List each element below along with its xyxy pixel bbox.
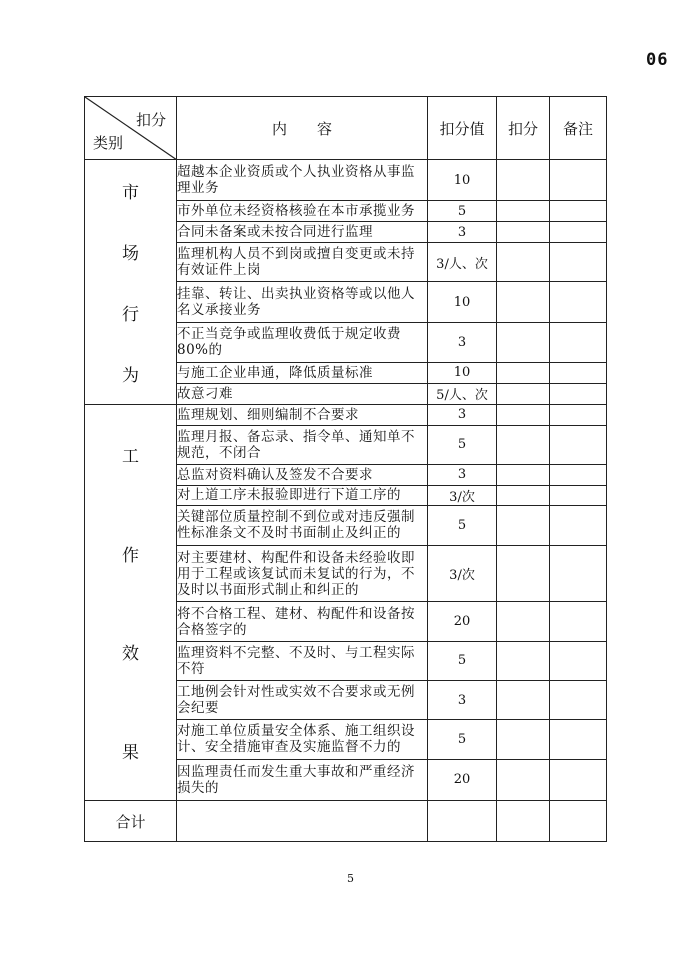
- remark-cell: [550, 222, 607, 243]
- total-remark-cell: [550, 801, 607, 842]
- remark-cell: [550, 681, 607, 720]
- deduct-cell: [497, 759, 550, 800]
- remark-cell: [550, 602, 607, 641]
- item-content: 工地例会针对性或实效不合要求或无例会纪要: [177, 681, 428, 720]
- deduct-cell: [497, 720, 550, 759]
- item-content: 对上道工序未报验即进行下道工序的: [177, 485, 428, 506]
- remark-cell: [550, 720, 607, 759]
- remark-cell: [550, 160, 607, 201]
- category-char: 市: [122, 183, 139, 203]
- category-char: 工: [122, 446, 139, 467]
- deduct-value: 10: [428, 160, 497, 201]
- item-content: 总监对资料确认及签发不合要求: [177, 464, 428, 485]
- deduct-cell: [497, 322, 550, 362]
- deduct-value: 10: [428, 362, 497, 383]
- deduct-cell: [497, 282, 550, 322]
- total-deduct-cell: [497, 801, 550, 842]
- deduct-cell: [497, 641, 550, 680]
- remark-cell: [550, 545, 607, 602]
- deduct-cell: [497, 545, 550, 602]
- remark-cell: [550, 464, 607, 485]
- category-char: 作: [122, 545, 139, 566]
- header-category-corner: 类别: [93, 134, 124, 152]
- header-deduct-corner: 扣分: [135, 111, 166, 129]
- page-number: 5: [347, 872, 354, 885]
- deduct-value: 3: [428, 322, 497, 362]
- deduct-value: 20: [428, 602, 497, 641]
- remark-cell: [550, 201, 607, 222]
- remark-cell: [550, 383, 607, 404]
- total-value-cell: [428, 801, 497, 842]
- deduct-value: 5: [428, 425, 497, 464]
- deduct-value: 3: [428, 405, 497, 426]
- category-char: 行: [122, 305, 139, 325]
- item-content: 对施工单位质量安全体系、施工组织设计、安全措施审查及实施监督不力的: [177, 720, 428, 759]
- remark-cell: [550, 322, 607, 362]
- deduct-cell: [497, 243, 550, 282]
- deduct-cell: [497, 485, 550, 506]
- category-work: [85, 405, 177, 801]
- diagonal-header-cell: [85, 97, 177, 160]
- deduct-cell: [497, 602, 550, 641]
- total-label: 合计: [85, 801, 177, 842]
- remark-cell: [550, 362, 607, 383]
- deduct-cell: [497, 383, 550, 404]
- deduct-cell: [497, 201, 550, 222]
- remark-cell: [550, 759, 607, 800]
- item-content: 超越本企业资质或个人执业资格从事监理业务: [177, 160, 428, 201]
- deduct-cell: [497, 506, 550, 545]
- item-content: 监理资料不完整、不及时、与工程实际不符: [177, 641, 428, 680]
- deduct-value: 5: [428, 641, 497, 680]
- deduct-cell: [497, 222, 550, 243]
- deduction-table: [84, 96, 607, 842]
- category-char: 为: [122, 366, 139, 386]
- deduct-value: 10: [428, 282, 497, 322]
- item-content: 与施工企业串通，降低质量标准: [177, 362, 428, 383]
- item-content: 挂靠、转让、出卖执业资格等或以他人名义承接业务: [177, 282, 428, 322]
- item-content: 市外单位未经资格核验在本市承揽业务: [177, 201, 428, 222]
- deduct-cell: [497, 362, 550, 383]
- remark-cell: [550, 506, 607, 545]
- header-deduct-value: 扣分值: [428, 97, 497, 160]
- item-content: 因监理责任而发生重大事故和严重经济损失的: [177, 759, 428, 800]
- header-content: 内 容: [177, 97, 428, 160]
- remark-cell: [550, 282, 607, 322]
- total-content-cell: [177, 801, 428, 842]
- deduct-value: 5: [428, 201, 497, 222]
- deduct-value: 3: [428, 464, 497, 485]
- deduct-value: 3/人、次: [428, 243, 497, 282]
- item-content: 故意刁难: [177, 383, 428, 404]
- remark-cell: [550, 425, 607, 464]
- remark-cell: [550, 641, 607, 680]
- item-content: 对主要建材、构配件和设备未经验收即用于工程或该复试而未复试的行为，不及时以书面形式制止和纠正的: [177, 545, 428, 602]
- deduct-value: 5: [428, 720, 497, 759]
- deduct-value: 3: [428, 222, 497, 243]
- deduct-cell: [497, 681, 550, 720]
- item-content: 监理月报、备忘录、指令单、通知单不规范，不闭合: [177, 425, 428, 464]
- deduct-cell: [497, 464, 550, 485]
- category-char: 场: [122, 244, 139, 264]
- remark-cell: [550, 485, 607, 506]
- header-deduct: 扣分: [497, 97, 550, 160]
- remark-cell: [550, 243, 607, 282]
- item-content: 不正当竞争或监理收费低于规定收费80%的: [177, 322, 428, 362]
- category-market: [85, 160, 177, 405]
- total-row: [85, 801, 607, 842]
- page-mark-top: 06: [646, 50, 669, 70]
- deduct-cell: [497, 405, 550, 426]
- item-content: 将不合格工程、建材、构配件和设备按合格签字的: [177, 602, 428, 641]
- category-char: 效: [122, 644, 139, 665]
- item-content: 监理规划、细则编制不合要求: [177, 405, 428, 426]
- deduct-value: 5: [428, 506, 497, 545]
- header-remark: 备注: [550, 97, 607, 160]
- deduct-value: 5/人、次: [428, 383, 497, 404]
- item-content: 关键部位质量控制不到位或对违反强制性标准条文不及时书面制止及纠正的: [177, 506, 428, 545]
- item-content: 监理机构人员不到岗或擅自变更或未持有效证件上岗: [177, 243, 428, 282]
- deduct-value: 20: [428, 759, 497, 800]
- category-char: 果: [122, 743, 139, 764]
- deduct-cell: [497, 160, 550, 201]
- item-content: 合同未备案或未按合同进行监理: [177, 222, 428, 243]
- header-row: [85, 97, 607, 160]
- table-row: [85, 160, 607, 201]
- remark-cell: [550, 405, 607, 426]
- deduct-value: 3/次: [428, 485, 497, 506]
- deduct-value: 3/次: [428, 545, 497, 602]
- deduct-value: 3: [428, 681, 497, 720]
- deduct-cell: [497, 425, 550, 464]
- table-row: [85, 405, 607, 426]
